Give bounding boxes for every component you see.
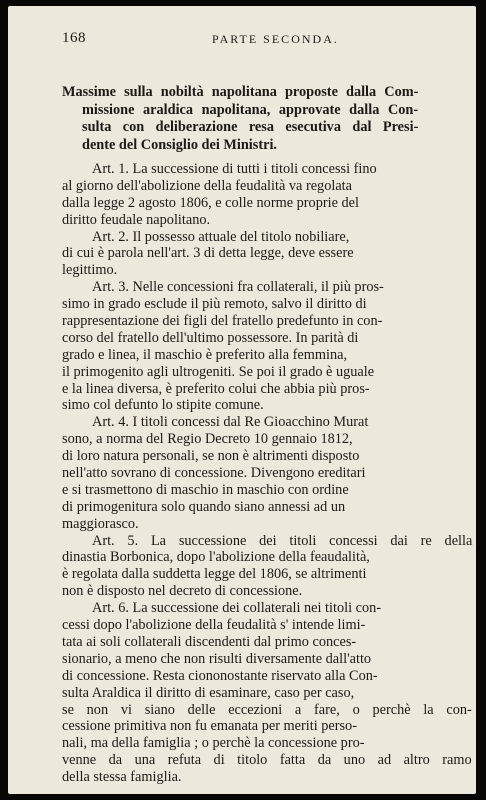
article-6-line: nali, ma della famiglia ; o perchè la concessione pro-	[62, 735, 365, 752]
book-page	[8, 6, 476, 794]
article-3-line: rappresentazione dei figli del fratello predefunto in con-	[62, 313, 383, 330]
article-4-line: sono, a norma del Regio Decreto 10 gennaio 1812,	[62, 431, 353, 448]
article-6-line: cessi dopo l'abolizione della feudalità s' intende limi-	[62, 617, 366, 634]
article-5-line: Art. 5. La successione dei titoli concessi dai re della	[92, 532, 473, 549]
article-3-line: corso del fratello dell'ultimo possessore. In parità di	[62, 329, 359, 346]
article-4-line: di loro natura personali, se non è altrimenti disposto	[62, 448, 360, 465]
article-5-line: dinastia Borbonica, dopo l'abolizione della feaudalità,	[62, 549, 370, 566]
heading-line: missione araldica napolitana, approvate dalla Con-	[82, 101, 419, 118]
body-text	[62, 161, 472, 786]
article-3-line: il primogenito agli ultrogeniti. Se poi il grado è uguale	[62, 363, 375, 380]
article-6-line: cessione primitiva non fu emanata per meriti perso-	[62, 718, 357, 735]
article-2-line: Art. 2. Il possesso attuale del titolo nobiliare,	[92, 228, 350, 245]
article-6-line: se non vi siano delle eccezioni a fare, o perchè la con-	[62, 701, 472, 718]
heading-line: Massime sulla nobiltà napolitana proposte dalla Com-	[62, 84, 419, 100]
article-1-line: Art. 1. La successione di tutti i titoli concessi fino	[92, 161, 377, 177]
article-3-line: Art. 3. Nelle concessioni fra collaterali, il più pros-	[92, 279, 384, 296]
article-6-line: venne da una refuta di titolo fatta da uno ad altro ramo	[62, 752, 472, 769]
article-3-line: simo in grado esclude il più remoto, salvo il diritto di	[62, 296, 367, 313]
article-4-line: maggiorasco.	[62, 515, 139, 532]
article-3-line: simo col defunto lo stipite comune.	[62, 397, 264, 414]
running-head	[62, 30, 422, 48]
article-6-line: sulta Araldica il diritto di esaminare, caso per caso,	[62, 684, 355, 701]
article-1-line: al giorno dell'abolizione della feudalità va regolata	[62, 177, 352, 194]
article-6-line: della stessa famiglia.	[62, 769, 182, 786]
article-6-line: sionario, a meno che non risulti diversamente dall'atto	[62, 650, 372, 667]
article-5-line: è regolata dalla suddetta legge del 1806, se altrimenti	[62, 566, 367, 583]
article-1-line: diritto feudale napolitano.	[62, 211, 211, 228]
article-6-line: tata ai soli collaterali discendenti dal primo conces-	[62, 633, 357, 650]
heading-line: dente del Consiglio dei Ministri.	[82, 136, 277, 153]
article-1-line: dalla legge 2 agosto 1806, e colle norme proprie del	[62, 194, 359, 211]
article-2-line: di cui è parola nell'art. 3 di detta legge, deve essere	[62, 245, 354, 262]
article-3-line: grado e linea, il maschio è preferito alla femmina,	[62, 346, 348, 363]
article-4-line: e si trasmettono di maschio in maschio con ordine	[62, 481, 349, 498]
article-5-line: non è disposto nel decreto di concessione.	[62, 583, 303, 600]
article-4-line: Art. 4. I titoli concessi dal Re Gioacchino Murat	[92, 414, 369, 431]
page-number: 168	[62, 30, 86, 46]
section-title: PARTE SECONDA.	[212, 32, 339, 46]
article-heading	[62, 84, 418, 154]
article-2-line: legittimo.	[62, 262, 118, 279]
article-4-line: nell'atto sovrano di concessione. Divengono ereditari	[62, 465, 366, 482]
heading-line: sulta con deliberazione resa esecutiva dal Presi-	[82, 119, 419, 135]
article-6-line: di concessione. Resta ciononostante riservato alla Con-	[62, 667, 378, 684]
article-3-line: e la linea diversa, è preferito colui che abbia più pros-	[62, 380, 370, 397]
article-4-line: di primogenitura solo quando siano annessi ad un	[62, 498, 346, 515]
article-6-line: Art. 6. La successione dei collaterali nei titoli con-	[92, 600, 382, 617]
